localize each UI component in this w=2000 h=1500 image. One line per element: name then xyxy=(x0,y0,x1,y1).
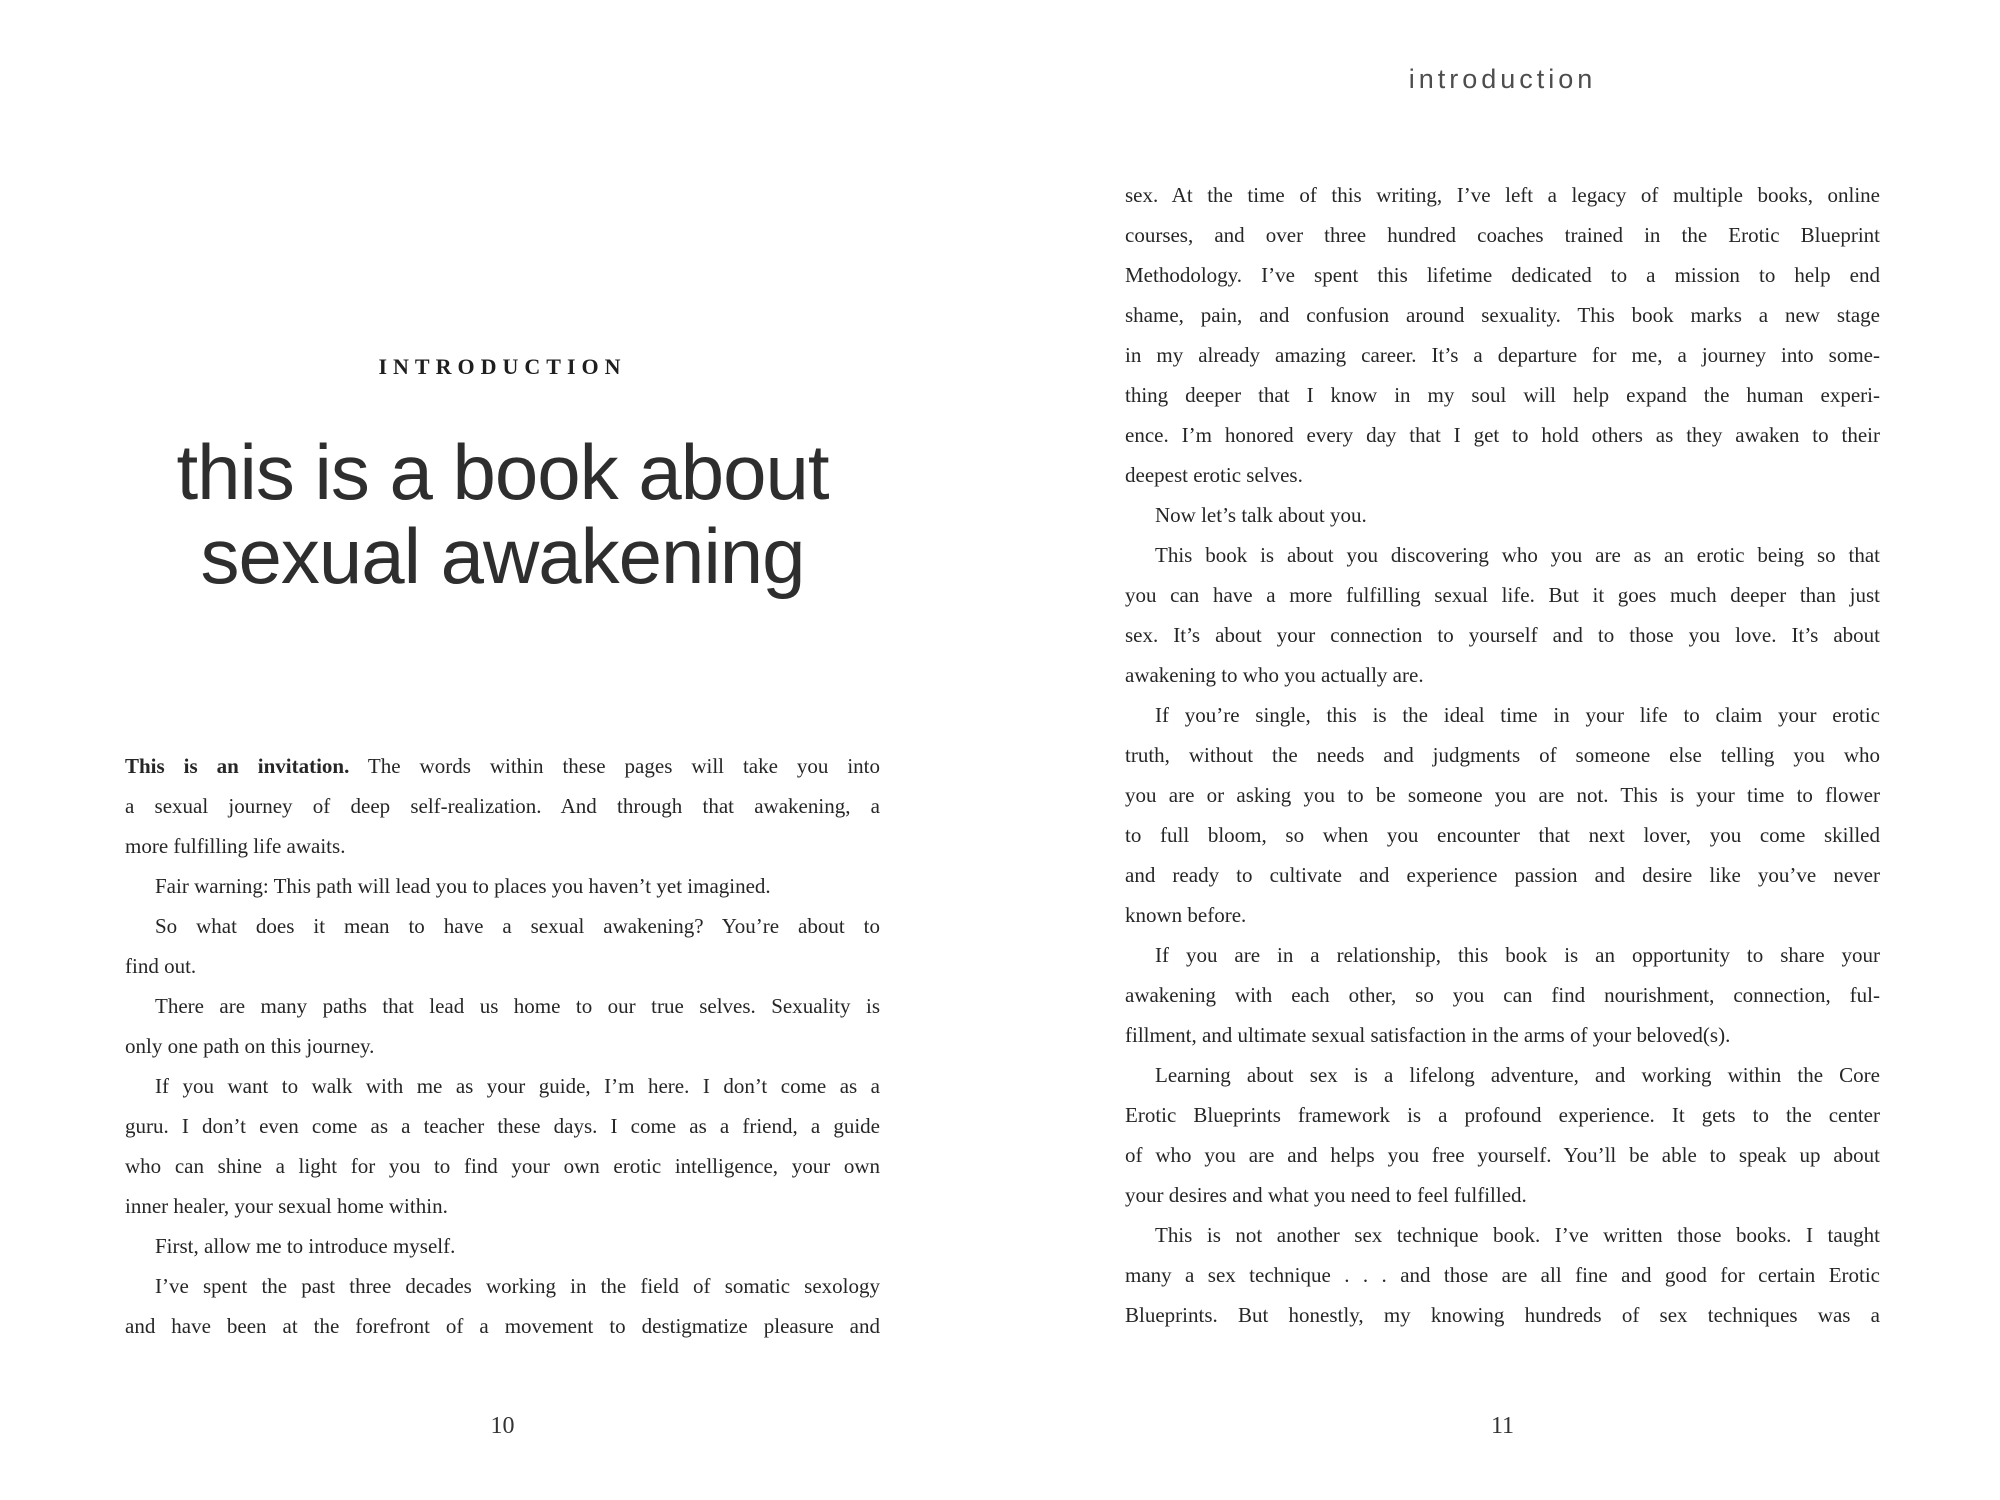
text-line: who can shine a light for you to find your own erotic intelligence, your own xyxy=(125,1154,880,1178)
text-line: If you want to walk with me as your guide, I’m here. I don’t come as a xyxy=(155,1074,880,1098)
text-line: you are or asking you to be someone you are not. This is your time to flower xyxy=(1125,783,1880,807)
text-line: There are many paths that lead us home to our true selves. Sexuality is xyxy=(155,994,880,1018)
page-number-left: 10 xyxy=(490,1413,515,1439)
text-line: If you’re single, this is the ideal time in your life to claim your erotic xyxy=(1155,703,1880,727)
text-line: find out. xyxy=(125,954,197,978)
text-line: Learning about sex is a lifelong adventure, and working within the Core xyxy=(1155,1063,1880,1087)
text-line: fillment, and ultimate sexual satisfaction in the arms of your beloved(s). xyxy=(1125,1023,1731,1047)
paragraph xyxy=(125,1226,880,1266)
page-number-right: 11 xyxy=(1490,1413,1515,1439)
text-line: ence. I’m honored every day that I get to hold others as they awaken to their xyxy=(1125,423,1880,447)
text-line: Now let’s talk about you. xyxy=(1155,503,1367,527)
paragraph xyxy=(125,1066,880,1226)
chapter-title xyxy=(105,430,900,598)
paragraph xyxy=(1125,495,1880,535)
paragraph xyxy=(1125,935,1880,1055)
text-line: This book is about you discovering who you are as an erotic being so that xyxy=(1155,543,1880,567)
text-line: Methodology. I’ve spent this lifetime dedicated to a mission to help end xyxy=(1125,263,1880,287)
right-page-body xyxy=(1125,175,1880,1335)
paragraph xyxy=(125,746,880,866)
text-line: sex. It’s about your connection to yourself and to those you love. It’s about xyxy=(1125,623,1880,647)
text-line: your desires and what you need to feel fulfilled. xyxy=(1125,1183,1527,1207)
paragraph xyxy=(125,906,880,986)
text-line: known before. xyxy=(1125,903,1247,927)
left-page-body xyxy=(125,746,880,1346)
paragraph xyxy=(1125,1215,1880,1335)
text-line: and have been at the forefront of a movement to destigmatize pleasure and xyxy=(125,1314,880,1338)
text-line: shame, pain, and confusion around sexuality. This book marks a new stage xyxy=(1125,303,1880,327)
paragraph xyxy=(125,866,880,906)
text-line: to full bloom, so when you encounter that next lover, you come skilled xyxy=(1125,823,1880,847)
text-line: in my already amazing career. It’s a departure for me, a journey into some- xyxy=(1125,343,1880,367)
text-line: First, allow me to introduce myself. xyxy=(155,1234,456,1258)
text-line: Blueprints. But honestly, my knowing hundreds of sex techniques was a xyxy=(1125,1303,1880,1327)
text-line: This is not another sex technique book. I’ve written those books. I taught xyxy=(1155,1223,1880,1247)
bold-lead: This is an invitation. xyxy=(125,754,350,778)
paragraph xyxy=(125,986,880,1066)
paragraph xyxy=(1125,175,1880,495)
text-line: more fulfilling life awaits. xyxy=(125,834,346,858)
section-label: INTRODUCTION xyxy=(378,354,627,379)
text-line: thing deeper that I know in my soul will help expand the human experi- xyxy=(1125,383,1880,407)
text-line: I’ve spent the past three decades working in the field of somatic sexology xyxy=(155,1274,880,1298)
text-line: So what does it mean to have a sexual awakening? You’re about to xyxy=(155,914,880,938)
text-line: awakening to who you actually are. xyxy=(1125,663,1424,687)
running-header: introduction xyxy=(1408,64,1597,94)
text-line: sex. At the time of this writing, I’ve left a legacy of multiple books, online xyxy=(1125,183,1880,207)
paragraph xyxy=(125,1266,880,1346)
text-line: guru. I don’t even come as a teacher these days. I come as a friend, a guide xyxy=(125,1114,880,1138)
text-line: awakening with each other, so you can find nourishment, connection, ful- xyxy=(1125,983,1880,1007)
text-line: courses, and over three hundred coaches trained in the Erotic Blueprint xyxy=(1125,223,1880,247)
right-page xyxy=(1000,0,2000,1500)
chapter-title-line-1: this is a book about xyxy=(176,428,829,516)
text-line: Fair warning: This path will lead you to places you haven’t yet imagined. xyxy=(155,874,771,898)
text-line: inner healer, your sexual home within. xyxy=(125,1194,448,1218)
paragraph xyxy=(1125,535,1880,695)
text-line: If you are in a relationship, this book is an opportunity to share your xyxy=(1155,943,1880,967)
text-line: truth, without the needs and judgments of someone else telling you who xyxy=(1125,743,1880,767)
text-line: a sexual journey of deep self-realization. And through that awakening, a xyxy=(125,794,880,818)
paragraph xyxy=(1125,1055,1880,1215)
text-line: of who you are and helps you free yourself. You’ll be able to speak up about xyxy=(1125,1143,1880,1167)
text-line: deepest erotic selves. xyxy=(1125,463,1303,487)
chapter-title-line-2: sexual awakening xyxy=(200,512,805,600)
text-line: This is an invitation. The words within these pages will take you into xyxy=(125,754,881,778)
text-line: Erotic Blueprints framework is a profound experience. It gets to the center xyxy=(1125,1103,1880,1127)
paragraph xyxy=(1125,695,1880,935)
text-line: only one path on this journey. xyxy=(125,1034,375,1058)
text-line: and ready to cultivate and experience passion and desire like you’ve never xyxy=(1125,863,1880,887)
text-line: many a sex technique . . . and those are all fine and good for certain Erotic xyxy=(1125,1263,1880,1287)
text-line: you can have a more fulfilling sexual life. But it goes much deeper than just xyxy=(1125,583,1880,607)
